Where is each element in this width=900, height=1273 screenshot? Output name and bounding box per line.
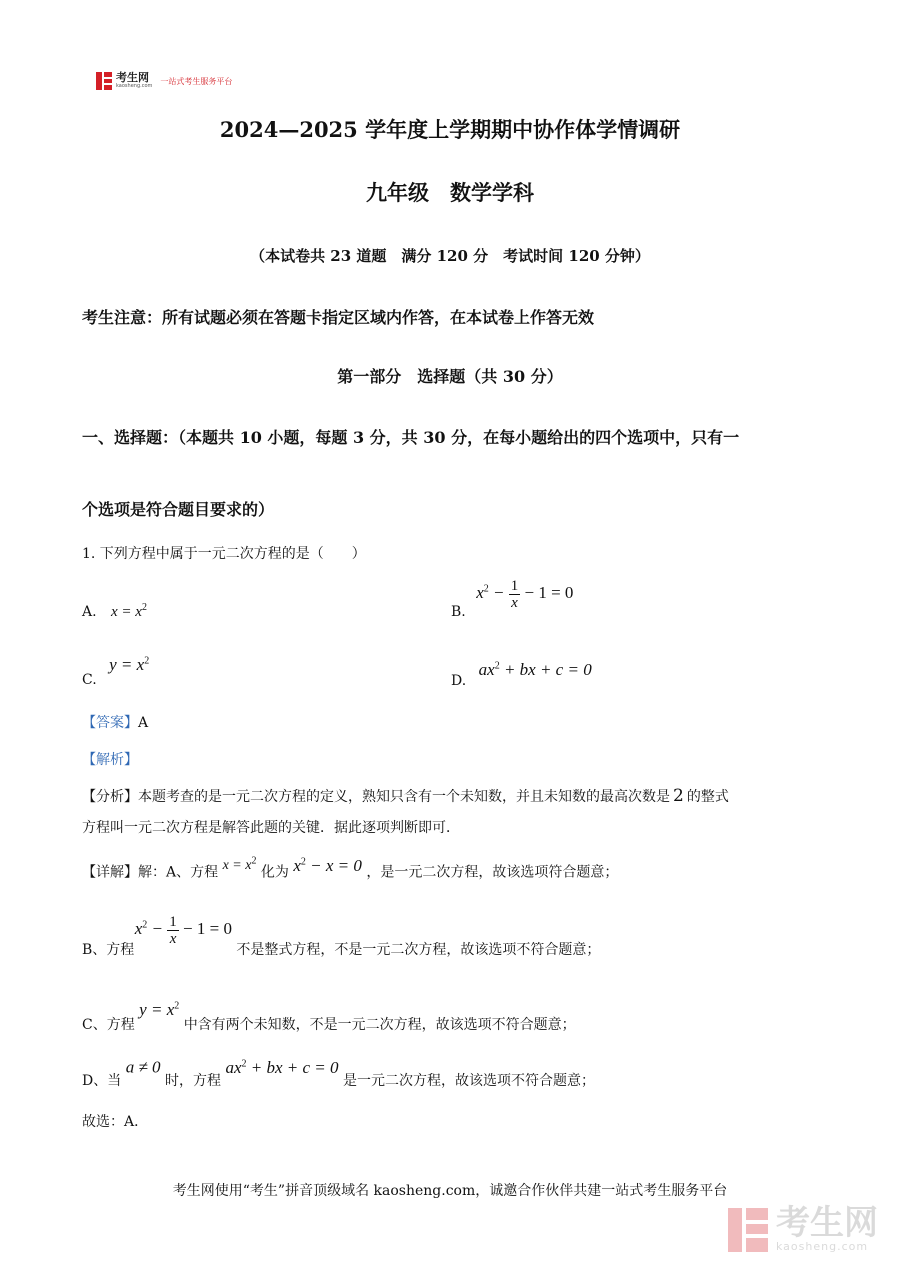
detail-d-text2: 时，方程 xyxy=(164,1072,221,1089)
exam-info: （本试卷共 23 道题 满分 120 分 考试时间 120 分钟） xyxy=(250,247,650,265)
detail-a-line xyxy=(82,855,619,884)
fenxi-text1: 本题考查的是一元二次方程的定义，熟知只含有一个未知数，并且未知数的最高次数是 xyxy=(138,789,670,805)
exam-title: 2024—2025 学年度上学期期中协作体学情调研 xyxy=(219,117,681,142)
option-c xyxy=(82,655,150,688)
fenxi-text2: 的整式 xyxy=(686,789,729,805)
conclusion: 故选：A． xyxy=(82,1114,149,1130)
answer-value: A xyxy=(138,715,149,731)
option-c-formula: $y = x^2$ xyxy=(109,655,150,674)
answer-tag: 【答案】 xyxy=(82,715,138,731)
analysis-tag: 【解析】 xyxy=(82,752,138,768)
fenxi-tag: 【分析】 xyxy=(82,789,138,805)
fenxi-line1 xyxy=(82,786,729,807)
detail-c-line xyxy=(82,996,576,1033)
detail-a-text3: ，是一元二次方程，故该选项符合题意； xyxy=(366,864,619,881)
detail-b-formula: $x^2$ − $\frac{1}{x}$ − 1 = 0 xyxy=(134,914,232,947)
fenxi-number: 2 xyxy=(673,786,684,806)
logo-domain: kaosheng.com xyxy=(116,83,153,89)
logo-slogan: 一站式考生服务平台 xyxy=(160,76,233,86)
analysis-heading xyxy=(82,750,138,770)
detail-a-formula2: $x^2 - x = 0$ xyxy=(293,855,362,875)
exam-subtitle: 九年级 数学学科 xyxy=(366,180,534,205)
detail-a-text2: 化为 xyxy=(260,864,289,881)
option-a xyxy=(82,602,147,621)
site-logo[interactable] xyxy=(96,72,232,90)
option-a-formula: $x = x^2$ xyxy=(111,602,147,620)
detail-d-formula2: $ax^2$ + bx + c = 0 xyxy=(225,1057,339,1077)
xiangjie-tag: 【详解】 xyxy=(82,864,138,881)
logo-mark-icon xyxy=(96,72,112,90)
fenxi-line2: 方程叫一元二次方程是解答此题的关键．据此逐项判断即可． xyxy=(82,820,460,836)
option-d xyxy=(451,660,592,689)
footer-text: 考生网使用“考生”拼音顶级域名 kaosheng.com，诚邀合作伙伴共建一站式考生服务平台 xyxy=(172,1183,728,1199)
detail-b-text2: 不是整式方程，不是一元二次方程，故该选项不符合题意； xyxy=(236,942,601,959)
option-b-formula: $x^2$ − $\frac{1}{x}$ − 1 = 0 xyxy=(476,578,574,611)
answer-line xyxy=(82,713,148,733)
option-c-label: C. xyxy=(82,672,97,688)
section-heading-line2: 个选项是符合题目要求的） xyxy=(82,500,275,519)
watermark-logo-icon xyxy=(728,1208,768,1252)
option-a-label: A. xyxy=(82,604,97,620)
option-d-formula: $ax^2$ + bx + c = 0 xyxy=(478,660,592,679)
detail-d-line xyxy=(82,1054,595,1089)
exam-notice: 考生注意：所有试题必须在答题卡指定区域内作答，在本试卷上作答无效 xyxy=(82,308,595,327)
detail-d-formula1: a ≠ 0 xyxy=(125,1057,161,1077)
option-b-label: B. xyxy=(451,604,466,621)
detail-b-line xyxy=(82,914,601,959)
detail-c-text1: C、方程 xyxy=(82,1016,135,1033)
detail-d-text3: 是一元二次方程，故该选项不符合题意； xyxy=(342,1072,595,1089)
logo-name: 考生网 xyxy=(116,71,149,84)
part-heading: 第一部分 选择题（共 30 分） xyxy=(337,367,563,386)
detail-a-text1: 解：A、方程 xyxy=(138,864,219,881)
detail-c-formula: $y = x^2$ xyxy=(139,999,180,1019)
watermark xyxy=(728,1203,878,1253)
detail-c-text2: 中含有两个未知数，不是一元二次方程，故该选项不符合题意； xyxy=(183,1016,576,1033)
option-d-label: D. xyxy=(451,673,467,689)
detail-d-text1: D、当 xyxy=(82,1072,122,1089)
section-heading-line1: 一、选择题：（本题共 10 小题，每题 3 分，共 30 分，在每小题给出的四个选项中，只有一 xyxy=(82,428,740,447)
question-stem: 1. 下列方程中属于一元二次方程的是（ ） xyxy=(82,546,366,562)
watermark-domain: kaosheng.com xyxy=(776,1240,869,1253)
option-b xyxy=(451,578,574,621)
detail-a-formula1: $x = x^2$ xyxy=(222,855,257,873)
watermark-name: 考生网 xyxy=(776,1203,878,1243)
detail-b-text1: B、方程 xyxy=(82,942,135,959)
